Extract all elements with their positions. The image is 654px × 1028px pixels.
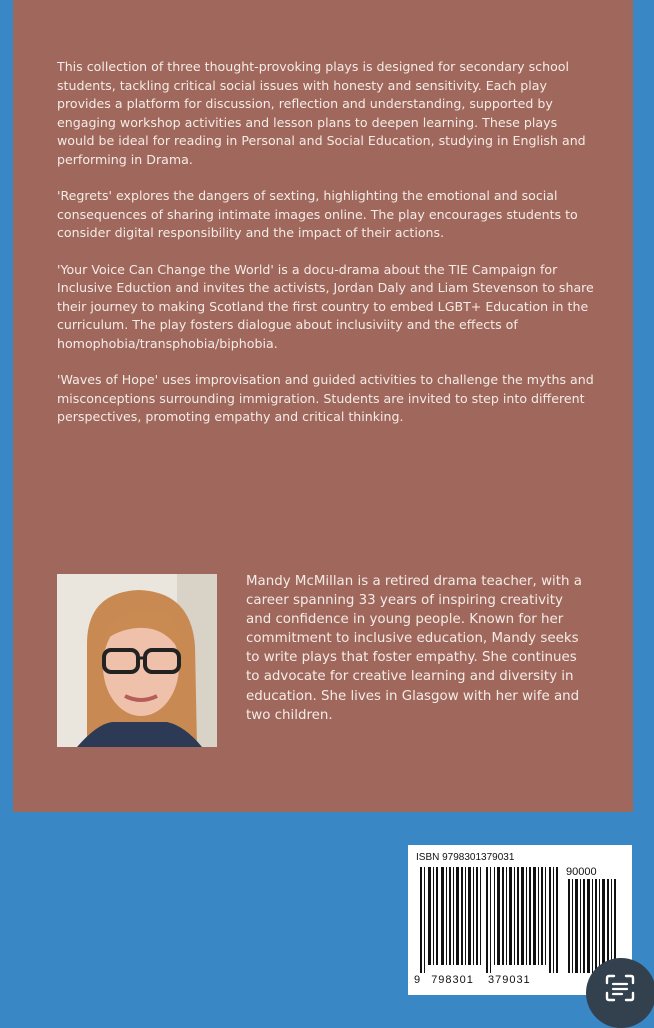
scan-icon [605,974,635,1002]
isbn-digit-lead: 9 [414,974,422,986]
blurb-intro-paragraph: This collection of three thought-provoking plays is designed for secondary school students, tackling critical social issues with honesty and sensitivity. Each play provides a platform for discussion, reflection and understanding, supported by engaging workshop activities and lesson plans to deepen learning. These plays would be ideal for reading in Personal and Social Education, studying in English and performing in Drama. [57,59,586,167]
isbn-digit-group2: 379031 [487,974,531,986]
blurb-waves-of-hope-paragraph: 'Waves of Hope' uses improvisation and guided activities to challenge the myths and misconceptions surrounding immigration. Students are invited to step into different perspectives, promoting empathy and critical thinking. [57,372,594,424]
blurb-your-voice-paragraph: 'Your Voice Can Change the World' is a docu-drama about the TIE Campaign for Inclusive Eduction and invites the activists, Jordan Daly and Liam Stevenson to share their journey to making Scotland the first country to embed LGBT+ Education in the curriculum. The play fosters dialogue about inclusiviity and the effects of homophobia/transphobia/biphobia. [57,261,594,351]
blurb-regrets-paragraph: 'Regrets' explores the dangers of sexting, highlighting the emotional and social consequences of sharing intimate images online. The play encourages students to consider digital responsibility and the impact of their actions. [57,188,578,240]
isbn-digits [414,974,531,986]
author-bio: Mandy McMillan is a retired drama teacher, with a career spanning 33 years of inspiring creativity and confidence in young people. Known for her commitment to inclusive education, Mandy seeks to write plays that foster empathy. She continues to advocate for creative learning and diversity in education. She lives in Glasgow with her wife and two children. [246,574,582,723]
price-code: 90000 [566,866,597,878]
scan-button[interactable] [586,958,654,1028]
barcode-bars-main [420,867,560,973]
author-photo [57,574,217,747]
book-blurb [57,58,597,445]
isbn-label: ISBN 9798301379031 [416,852,515,863]
isbn-digit-group1: 798301 [431,974,474,986]
